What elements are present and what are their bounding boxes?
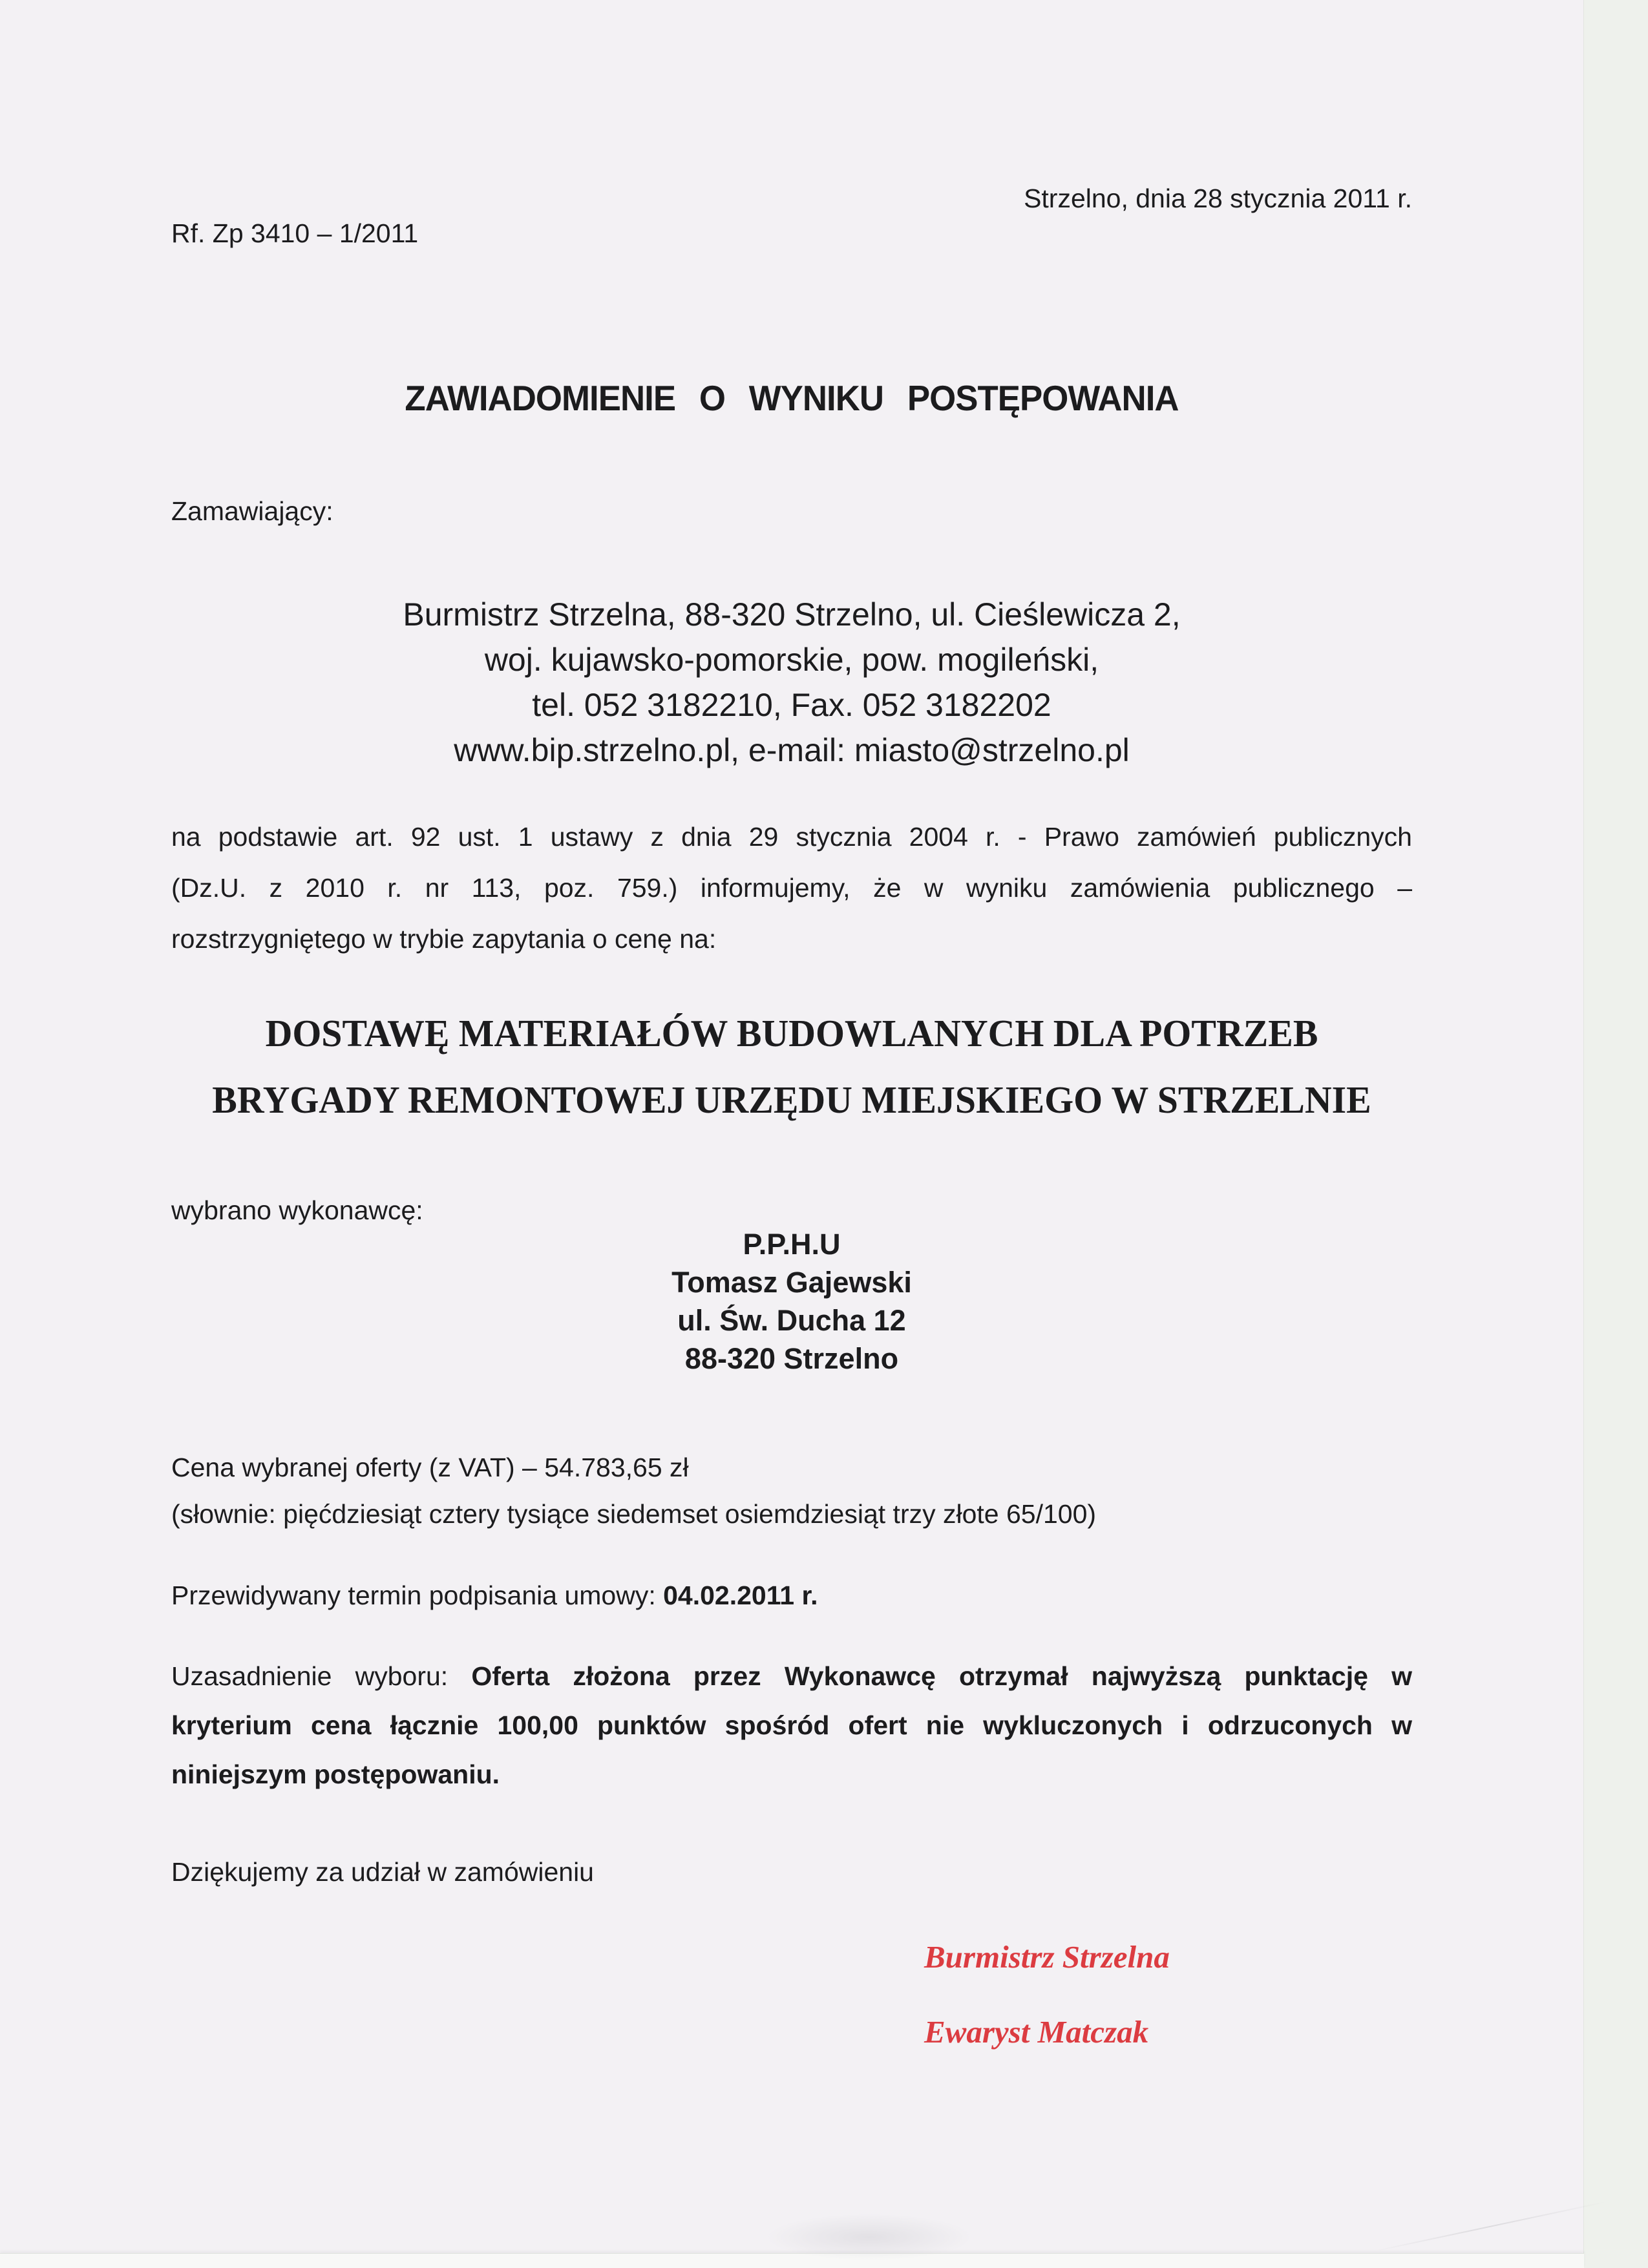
legal-line: (Dz.U. z 2010 r. nr 113, poz. 759.) informujemy, że w wyniku zamówienia publicznego – — [171, 873, 1412, 903]
scanner-background-band — [1583, 0, 1648, 2268]
justification-line: kryterium cena łącznie 100,00 punktów spośród ofert nie wykluczonych i odrzuconych w — [171, 1710, 1412, 1740]
buyer-address-line: Burmistrz Strzelna, 88-320 Strzelno, ul. Cieślewicza 2, — [403, 596, 1181, 633]
buyer-address-line: woj. kujawsko-pomorskie, pow. mogileński, — [484, 642, 1099, 678]
signature-name: Ewaryst Matczak — [924, 2014, 1149, 2050]
buyer-address-line: tel. 052 3182210, Fax. 052 3182202 — [532, 687, 1051, 723]
buyer-address-block — [171, 592, 1412, 773]
procurement-subject-heading — [184, 1000, 1400, 1133]
thank-you-line: Dziękujemy za udział w zamówieniu — [171, 1857, 594, 1887]
contractor-name: Tomasz Gajewski — [671, 1266, 912, 1299]
justification-line: Uzasadnienie wyboru: Oferta złożona przez Wykonawcę otrzymał najwyższą punktację w — [171, 1661, 1412, 1691]
buyer-label: Zamawiający: — [171, 496, 333, 526]
subject-line: DOSTAWĘ MATERIAŁÓW BUDOWLANYCH DLA POTRZEB — [265, 1012, 1318, 1055]
offer-price-in-words: (słownie: pięćdziesiąt cztery tysiące siedemset osiemdziesiąt trzy złote 65/100) — [171, 1499, 1097, 1529]
signing-date: 04.02.2011 r. — [663, 1580, 818, 1610]
contractor-company: P.P.H.U — [743, 1228, 841, 1261]
contractor-block — [171, 1225, 1412, 1378]
signature-title: Burmistrz Strzelna — [924, 1939, 1170, 1975]
buyer-address-line: www.bip.strzelno.pl, e-mail: miasto@strzelno.pl — [454, 732, 1130, 768]
justification-label: Uzasadnienie wyboru: — [171, 1661, 472, 1691]
justification-line: niniejszym postępowaniu. — [171, 1759, 500, 1789]
legal-line: na podstawie art. 92 ust. 1 ustawy z dnia 29 stycznia 2004 r. - Prawo zamówień publicznych — [171, 822, 1412, 852]
signing-label: Przewidywany termin podpisania umowy: — [171, 1580, 664, 1610]
legal-line: rozstrzygniętego w trybie zapytania o cenę na: — [171, 924, 717, 954]
justification-paragraph — [171, 1652, 1412, 1799]
contractor-city: 88-320 Strzelno — [684, 1342, 899, 1375]
paper-crease — [1373, 2201, 1607, 2252]
offer-price-line: Cena wybranej oferty (z VAT) – 54.783,65 zł — [171, 1453, 689, 1482]
contractor-street: ul. Św. Ducha 12 — [677, 1304, 906, 1337]
scan-smudge — [763, 2213, 976, 2262]
document-title: ZAWIADOMIENIE O WYNIKU POSTĘPOWANIA — [405, 378, 1179, 418]
subject-line: BRYGADY REMONTOWEJ URZĘDU MIEJSKIEGO W STRZELNIE — [212, 1078, 1371, 1121]
reference-number: Rf. Zp 3410 – 1/2011 — [171, 218, 419, 248]
legal-basis-paragraph — [171, 812, 1412, 965]
dateline: Strzelno, dnia 28 stycznia 2011 r. — [1024, 184, 1412, 213]
contractor-label: wybrano wykonawcę: — [171, 1195, 423, 1225]
contract-signing-line — [171, 1579, 1412, 1612]
